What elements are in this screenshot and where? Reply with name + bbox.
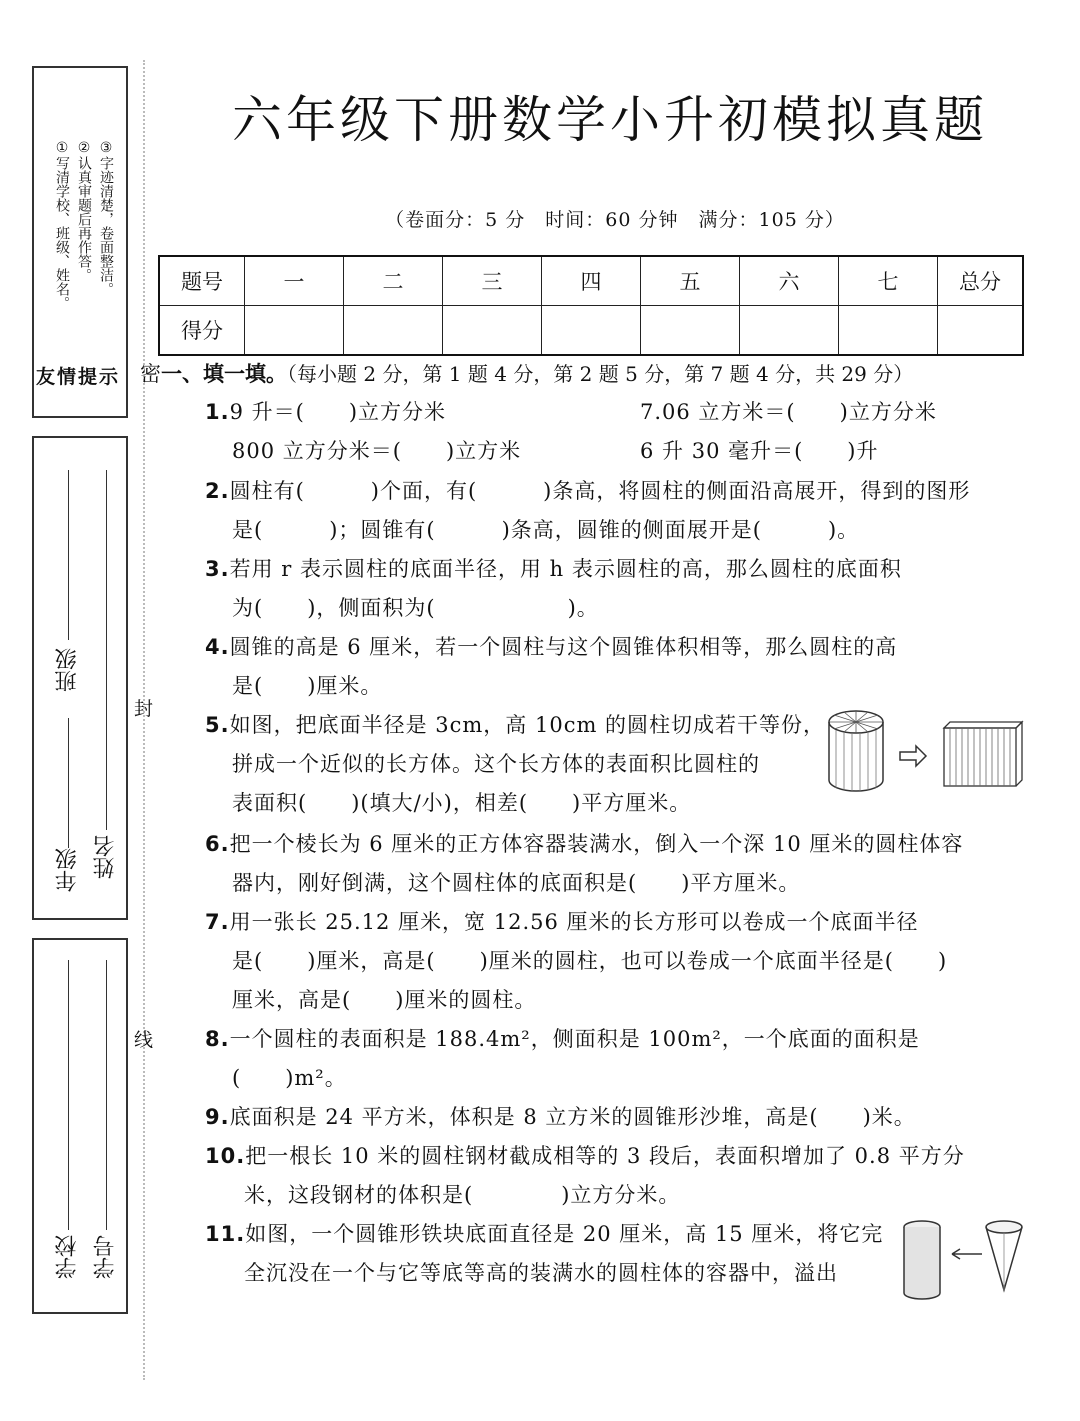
question-2-line-2: 是( )；圆锥有( )条高，圆锥的侧面展开是( )。 <box>232 518 860 542</box>
tips-title-horizontal: 友情提示 <box>36 366 121 388</box>
number-label: 学号 <box>93 1235 118 1279</box>
question-number: 4. <box>205 635 230 659</box>
score-row-label: 得分 <box>159 306 245 356</box>
question-text: 如图，把底面半径是 3cm，高 10cm 的圆柱切成若干等份， <box>229 713 826 737</box>
score-cell[interactable] <box>641 306 740 356</box>
section-note: （每小题 2 分，第 1 题 4 分，第 2 题 5 分，第 7 题 4 分，共 29 分） <box>287 362 914 386</box>
question-number: 11. <box>205 1222 246 1246</box>
question-6 <box>205 825 963 864</box>
score-header-cell: 七 <box>839 256 938 306</box>
section-heading <box>140 358 913 388</box>
question-text: 若用 r 表示圆柱的底面半径，用 h 表示圆柱的高，那么圆柱的底面积 <box>229 557 902 581</box>
score-cell[interactable] <box>443 306 542 356</box>
number-underline <box>106 960 107 1230</box>
school-label: 学校 <box>55 1235 80 1279</box>
question-1-part-c: 800 立方分米＝( )立方米 <box>232 439 522 463</box>
question-2 <box>205 472 970 511</box>
right-arrow-icon <box>900 746 926 766</box>
score-header-cell: 总分 <box>938 256 1024 306</box>
question-number: 1. <box>205 400 230 424</box>
seal-char-feng: 封 <box>134 698 154 720</box>
seal-char-mi: 密 <box>140 362 161 386</box>
score-header-cell: 六 <box>740 256 839 306</box>
left-arrow-icon <box>952 1249 982 1259</box>
question-7-line-3: 厘米，高是( )厘米的圆柱。 <box>232 988 537 1012</box>
tip-line-2: ②认真审题后再作答。 <box>76 140 92 282</box>
score-cell[interactable] <box>938 306 1024 356</box>
question-9 <box>205 1098 916 1137</box>
question-number: 5. <box>205 713 230 737</box>
question-1-part-b: 7.06 立方米＝( )立方分米 <box>640 400 937 424</box>
question-3 <box>205 550 902 589</box>
question-text: 把一根长 10 米的圆柱钢材截成相等的 3 段后，表面积增加了 0.8 平方分 <box>245 1144 965 1168</box>
cylinder-container <box>904 1221 940 1299</box>
question-text: 底面积是 24 平方米，体积是 8 立方米的圆锥形沙堆，高是( )米。 <box>229 1105 916 1129</box>
grade-underline <box>68 718 69 848</box>
question-1-row-1 <box>205 393 446 432</box>
score-cell[interactable] <box>839 306 938 356</box>
score-table-score-row <box>159 306 1023 356</box>
question-number: 9. <box>205 1105 230 1129</box>
name-label: 姓名 <box>93 835 118 879</box>
question-text: 9 升＝( )立方分米 <box>229 400 447 424</box>
page-title: 六年级下册数学小升初模拟真题 <box>232 91 988 149</box>
question-5-line-3: 表面积( )(填大/小)，相差( )平方厘米。 <box>232 791 692 815</box>
score-header-cell: 一 <box>245 256 344 306</box>
question-4-line-2: 是( )厘米。 <box>232 674 383 698</box>
question-7 <box>205 903 919 942</box>
score-table-header-row <box>159 256 1023 306</box>
question-number: 10. <box>205 1144 246 1168</box>
question-10 <box>205 1137 965 1176</box>
question-6-line-2: 器内，刚好倒满，这个圆柱体的底面积是( )平方厘米。 <box>232 871 801 895</box>
question-number: 6. <box>205 832 230 856</box>
seal-char-xian: 线 <box>134 1029 154 1051</box>
grade-label: 年级 <box>55 848 80 892</box>
tip-line-3: ③字迹清楚，卷面整洁。 <box>98 140 114 296</box>
score-cell[interactable] <box>542 306 641 356</box>
score-header-cell: 二 <box>344 256 443 306</box>
question-number: 2. <box>205 479 230 503</box>
score-cell[interactable] <box>740 306 839 356</box>
question-number: 7. <box>205 910 230 934</box>
score-header-cell: 题号 <box>159 256 245 306</box>
question-number: 8. <box>205 1027 230 1051</box>
score-cell[interactable] <box>344 306 443 356</box>
question-8-line-2: ( )m²。 <box>232 1066 347 1090</box>
section-title: 一、填一填。 <box>161 362 287 386</box>
question-4 <box>205 628 897 667</box>
question-number: 3. <box>205 557 230 581</box>
class-label: 班级 <box>55 648 80 692</box>
score-header-cell: 三 <box>443 256 542 306</box>
question-8 <box>205 1020 920 1059</box>
score-header-cell: 五 <box>641 256 740 306</box>
question-3-line-2: 为( )，侧面积为( )。 <box>232 596 599 620</box>
cylinder-sliced-figure <box>826 708 1026 798</box>
score-header-cell: 四 <box>542 256 641 306</box>
question-1-part-d: 6 升 30 毫升＝( )升 <box>640 439 879 463</box>
question-text: 圆柱有( )个面，有( )条高，将圆柱的侧面沿高展开，得到的图形 <box>229 479 971 503</box>
question-7-line-2: 是( )厘米，高是( )厘米的圆柱，也可以卷成一个底面半径是( ) <box>232 949 948 973</box>
class-underline <box>68 470 69 640</box>
score-cell[interactable] <box>245 306 344 356</box>
exam-info: （卷面分：5 分 时间：60 分钟 满分：105 分） <box>385 209 845 231</box>
question-10-line-2: 米，这段钢材的体积是( )立方分米。 <box>244 1183 681 1207</box>
question-5 <box>205 706 825 745</box>
question-text: 圆锥的高是 6 厘米，若一个圆柱与这个圆锥体积相等，那么圆柱的高 <box>229 635 898 659</box>
question-text: 如图，一个圆锥形铁块底面直径是 20 厘米，高 15 厘米，将它完 <box>245 1222 884 1246</box>
tip-line-1: ①写清学校、班级、姓名。 <box>54 140 70 310</box>
question-5-line-2: 拼成一个近似的长方体。这个长方体的表面积比圆柱的 <box>232 752 760 776</box>
question-11 <box>205 1215 883 1254</box>
cone-figure <box>986 1221 1022 1290</box>
name-underline <box>106 470 107 830</box>
school-underline <box>68 960 69 1230</box>
question-text: 一个圆柱的表面积是 188.4m²，侧面积是 100m²，一个底面的面积是 <box>229 1027 920 1051</box>
question-11-line-2: 全沉没在一个与它等底等高的装满水的圆柱体的容器中，溢出 <box>244 1261 838 1285</box>
score-table <box>158 255 1024 356</box>
question-text: 把一个棱长为 6 厘米的正方体容器装满水，倒入一个深 10 厘米的圆柱体容 <box>229 832 964 856</box>
question-text: 用一张长 25.12 厘米，宽 12.56 厘米的长方形可以卷成一个底面半径 <box>229 910 919 934</box>
cylinder-cone-figure <box>900 1218 1025 1302</box>
